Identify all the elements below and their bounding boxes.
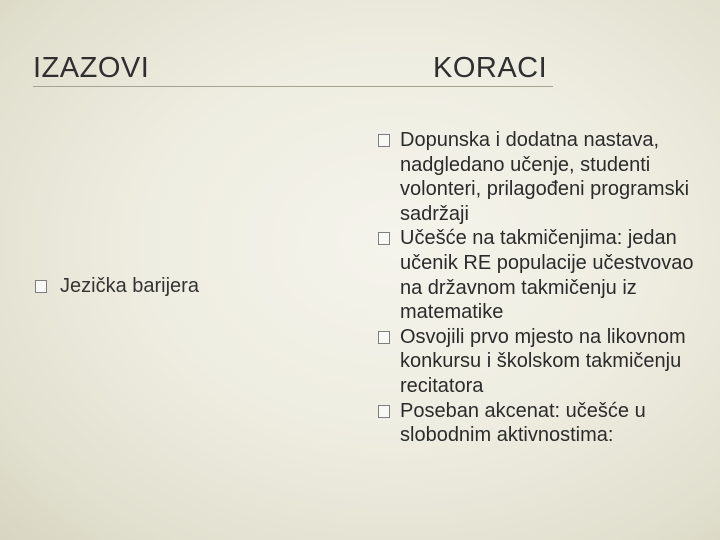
list-item-challenge [35,275,199,298]
list-item-step [378,128,708,226]
bullet-square-icon [35,280,47,293]
steps-list [378,128,708,448]
bullet-square-icon [378,331,390,344]
heading-koraci: KORACI [433,52,548,84]
bullet-square-icon [378,232,390,245]
list-item-text: Učešće na takmičenjima: jedan učenik RE populacije učestvovao na državnom takmičenju iz matematike [400,227,694,324]
list-item-text: Jezička barijera [60,275,199,297]
heading-divider [33,86,553,87]
list-item-text: Poseban akcenat: učešće u slobodnim aktivnostima: [400,399,646,447]
bullet-square-icon [378,134,390,147]
list-item-step [378,399,708,448]
bullet-square-icon [378,405,390,418]
list-item-text: Dopunska i dodatna nastava, nadgledano učenje, studenti volonteri, prilagođeni programski sadržaji [400,129,690,225]
list-item-step [378,325,708,399]
list-item-step [378,226,708,324]
list-item-text: Osvojili prvo mjesto na likovnom konkursu i školskom takmičenju recitatora [400,325,686,397]
heading-izazovi: IZAZOVI [33,52,150,84]
